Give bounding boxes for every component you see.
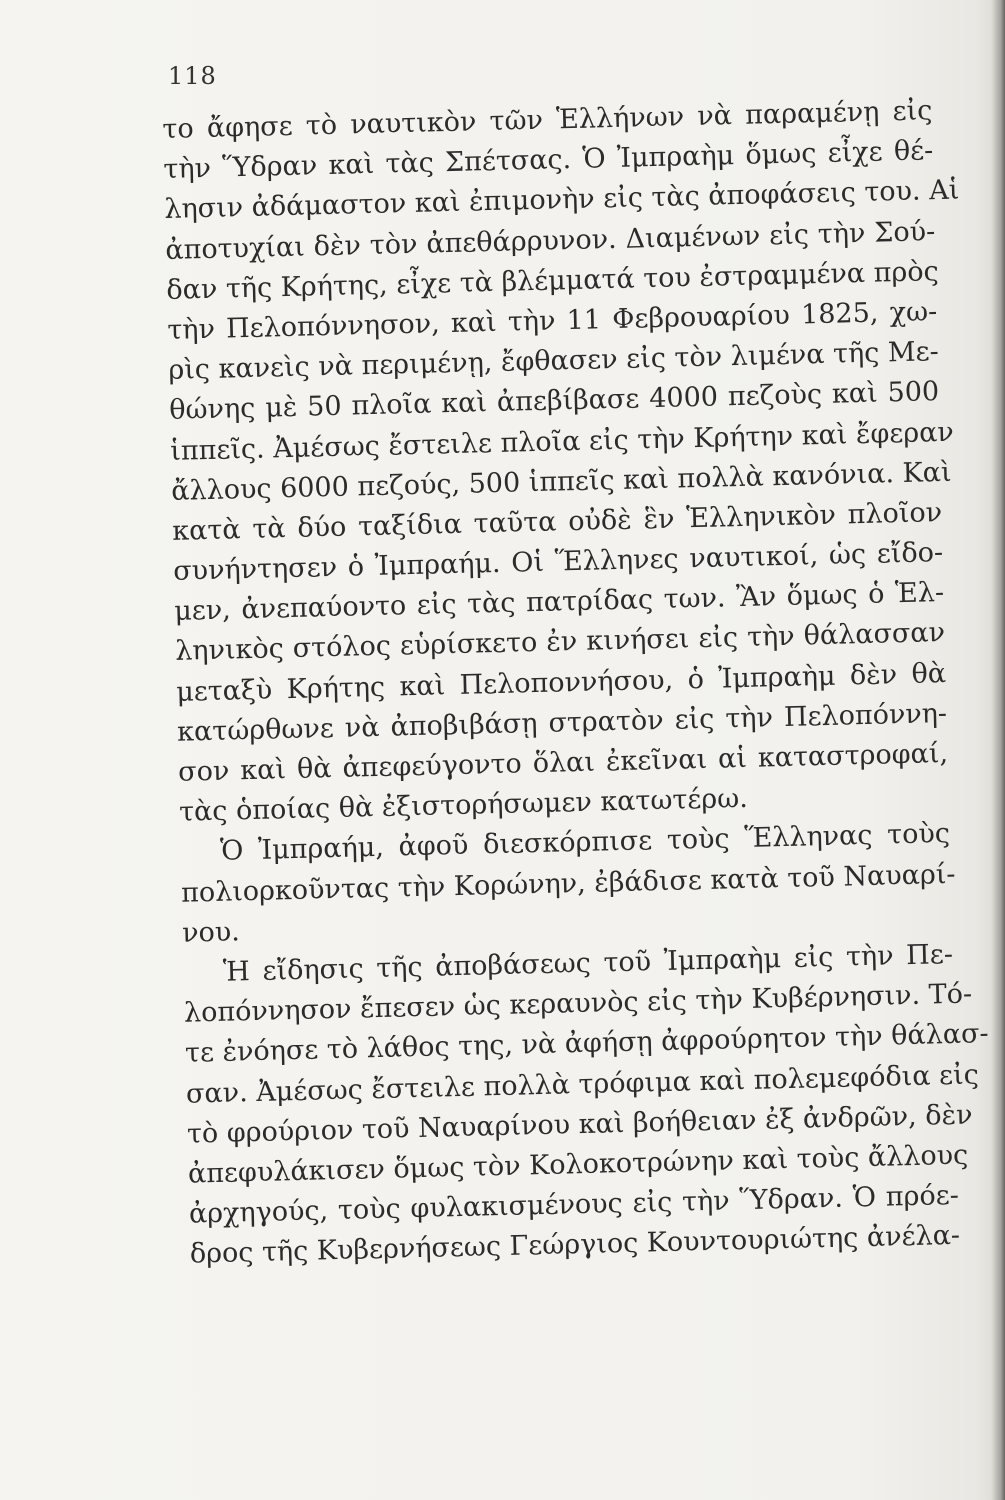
text-line: θώνης μὲ 50 πλοῖα καὶ ἀπεβίβασε 4000 πεζοὺς καὶ 500 bbox=[168, 376, 940, 427]
paragraph-start-line: Ἡ εἴδησις τῆς ἀποβάσεως τοῦ Ἰμπραὴμ εἰς τὴν Πε- bbox=[222, 938, 954, 988]
text-line: ἱππεῖς. Ἀμέσως ἔστειλε πλοῖα εἰς τὴν Κρήτην καὶ ἔφεραν bbox=[169, 416, 955, 467]
text-line: δαν τῆς Κρήτης, εἶχε τὰ βλέμματά του ἐστραμμένα πρὸς bbox=[166, 255, 939, 306]
text-line: ἀρχηγούς, τοὺς φυλακισμένους εἰς τὴν Ὕδραν. Ὁ πρόε- bbox=[188, 1179, 960, 1230]
text-line: συνήντησεν ὁ Ἰμπραήμ. Οἱ Ἕλληνες ναυτικοί, ὡς εἴδο- bbox=[172, 537, 944, 587]
text-line: λησιν ἀδάμαστον καὶ ἐπιμονὴν εἰς τὰς ἀποφάσεις του. Αἱ bbox=[164, 174, 960, 226]
paragraph-start-line: Ὁ Ἰμπραήμ, ἀφοῦ διεσκόρπισε τοὺς Ἕλληνας τοὺς bbox=[219, 818, 951, 868]
text-line: σαν. Ἀμέσως ἔστειλε πολλὰ τρόφιμα καὶ πολεμεφόδια εἰς bbox=[185, 1058, 980, 1110]
text-line: ἀποτυχίαι δὲν τὸν ἀπεθάρρυνον. Διαμένων εἰς τὴν Σού- bbox=[165, 215, 936, 266]
text-line: μεταξὺ Κρήτης καὶ Πελοποννήσου, ὁ Ἰμπραὴμ δὲν θὰ bbox=[175, 657, 947, 708]
text-line: ἀπεφυλάκισεν ὅμως τὸν Κολοκοτρώνην καὶ τοὺς ἄλλους bbox=[187, 1139, 969, 1190]
page-number: 118 bbox=[168, 62, 217, 90]
text-line: κατὰ τὰ δύο ταξίδια ταῦτα οὐδὲ ἓν Ἑλληνικὸν πλοῖον bbox=[171, 496, 943, 547]
text-line: ληνικὸς στόλος εὑρίσκετο ἐν κινήσει εἰς τὴν θάλασσαν bbox=[174, 617, 946, 668]
text-line: ἄλλους 6000 πεζούς, 500 ἱππεῖς καὶ πολλὰ κανόνια. Καὶ bbox=[170, 456, 952, 507]
body-text bbox=[162, 91, 989, 1275]
text-line: τὴν Πελοπόννησον, καὶ τὴν 11 Φεβρουαρίου 1825, χω- bbox=[167, 296, 938, 346]
text-line: μεν, ἀνεπαύοντο εἰς τὰς πατρίδας των. Ἂν ὅμως ὁ Ἑλ- bbox=[173, 577, 945, 628]
text-line: τὴν Ὕδραν καὶ τὰς Σπέτσας. Ὁ Ἰμπραὴμ ὅμως εἶχε θέ- bbox=[163, 135, 934, 186]
text-line: κατώρθωνε νὰ ἀποβιβάσῃ στρατὸν εἰς τὴν Πελοπόννη- bbox=[176, 697, 948, 748]
text-line: το ἄφησε τὸ ναυτικὸν τῶν Ἑλλήνων νὰ παραμένῃ εἰς bbox=[162, 95, 933, 145]
text-line: τε ἐνόησε τὸ λάθος της, νὰ ἀφήσῃ ἀφρούρητον τὴν θάλασ- bbox=[184, 1018, 989, 1070]
text-line: πολιορκοῦντας τὴν Κορώνην, ἐβάδισε κατὰ τοῦ Ναυαρί- bbox=[180, 858, 956, 909]
text-line: τὸ φρούριον τοῦ Ναυαρίνου καὶ βοήθειαν ἐξ ἀνδρῶν, δὲν bbox=[186, 1099, 973, 1150]
text-line: δρος τῆς Κυβερνήσεως Γεώργιος Κουντουριώτης ἀνέλα- bbox=[189, 1220, 961, 1270]
text-line: ρὶς κανεὶς νὰ περιμένῃ, ἔφθασεν εἰς τὸν λιμένα τῆς Με- bbox=[167, 336, 940, 387]
text-line: λοπόννησον ἔπεσεν ὡς κεραυνὸς εἰς τὴν Κυβέρνησιν. Τό- bbox=[183, 978, 973, 1029]
text-line: σον καὶ θὰ ἀπεφεύγοντο ὅλαι ἐκεῖναι αἱ καταστροφαί, bbox=[177, 737, 949, 788]
text-line: τὰς ὁποίας θὰ ἐξιστορήσωμεν κατωτέρω. bbox=[178, 783, 749, 828]
text-line: νου. bbox=[181, 916, 241, 949]
page-edge-shadow bbox=[991, 0, 1005, 1500]
